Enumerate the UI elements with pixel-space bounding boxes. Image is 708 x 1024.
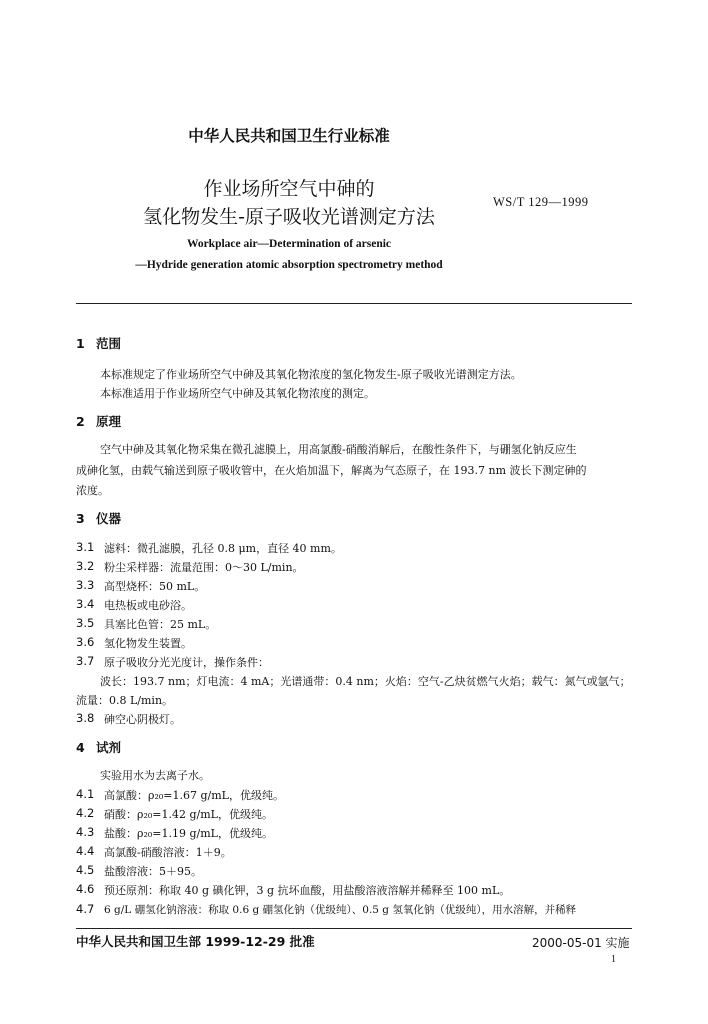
item-text: 砷空心阴极灯。 <box>104 713 181 726</box>
title-line-1: 作业场所空气中砷的 <box>203 178 375 200</box>
operating-conditions-line-2: 流量：0.8 L/min。 <box>76 694 174 707</box>
item-number: 4.4 <box>76 844 95 858</box>
list-item <box>76 844 632 860</box>
item-text: 高型烧杯：50 mL。 <box>104 580 206 593</box>
item-text: 氢化物发生装置。 <box>104 637 192 650</box>
item-number: 4.5 <box>76 863 95 877</box>
english-title-line-2: —Hydride generation atomic absorption spectrometry method <box>135 259 443 271</box>
item-text: 高氯酸-硝酸溶液：1＋9。 <box>104 846 232 859</box>
item-number: 3.7 <box>76 654 95 668</box>
section-number: 1 <box>76 336 85 351</box>
item-text: 高氯酸：ρ₂₀=1.67 g/mL，优级纯。 <box>104 789 284 802</box>
item-number: 3.1 <box>76 540 95 554</box>
operating-conditions-line-1: 波长：193.7 nm；灯电流：4 mA；光谱通带：0.4 nm；火焰：空气-乙炔贫燃气火焰；载气：氮气或氩气； <box>100 675 631 688</box>
section-number: 2 <box>76 414 85 429</box>
list-item <box>76 654 632 670</box>
item-number: 4.6 <box>76 882 95 896</box>
item-text: 原子吸收分光光度计，操作条件： <box>104 656 269 669</box>
section-title: 范围 <box>96 336 122 351</box>
item-text: 硝酸：ρ₂₀=1.42 g/mL，优级纯。 <box>104 808 273 821</box>
section-2-line-3: 浓度。 <box>76 484 109 497</box>
item-number: 3.2 <box>76 559 95 573</box>
list-item <box>76 540 632 556</box>
section-number: 4 <box>76 740 85 755</box>
item-number: 3.3 <box>76 578 95 592</box>
item-number: 4.3 <box>76 825 95 839</box>
item-number: 4.2 <box>76 806 95 820</box>
english-title-line-1: Workplace air—Determination of arsenic <box>186 238 392 250</box>
section-title: 原理 <box>96 414 122 429</box>
list-item <box>76 559 632 575</box>
section-2-line-2: 成砷化氢，由载气输送到原子吸收管中，在火焰加温下，解离为气态原子，在 193.7 nm 波长下测定砷的 <box>76 464 587 477</box>
item-text: 滤料：微孔滤膜，孔径 0.8 μm，直径 40 mm。 <box>104 542 342 555</box>
standard-number: WS/T 129—1999 <box>493 195 589 209</box>
section-title: 仪器 <box>96 511 122 526</box>
item-text: 预还原剂：称取 40 g 碘化钾，3 g 抗坏血酸，用盐酸溶液溶解并稀释至 100 mL。 <box>104 884 511 897</box>
item-text: 电热板或电砂浴。 <box>104 599 192 612</box>
page-number: 1 <box>611 954 616 965</box>
list-item <box>76 882 632 898</box>
item-number: 3.4 <box>76 597 95 611</box>
section-3-heading <box>76 509 121 527</box>
item-number: 4.7 <box>76 902 95 916</box>
item-number: 3.5 <box>76 616 95 630</box>
section-4-heading <box>76 738 121 756</box>
list-item <box>76 902 632 918</box>
implementation-date: 2000-05-01 实施 <box>532 936 630 950</box>
list-item <box>76 863 632 879</box>
footer-divider <box>76 928 632 929</box>
list-item <box>76 597 632 613</box>
list-item <box>76 825 632 841</box>
section-1-heading <box>76 334 121 352</box>
list-item <box>76 578 632 594</box>
section-4-intro: 实验用水为去离子水。 <box>100 769 210 782</box>
section-1-paragraph-1: 本标准规定了作业场所空气中砷及其氧化物浓度的氢化物发生-原子吸收光谱测定方法。 <box>100 368 522 381</box>
item-number: 4.1 <box>76 787 95 801</box>
list-item <box>76 787 632 803</box>
item-number: 3.8 <box>76 711 95 725</box>
approval-statement: 中华人民共和国卫生部 1999-12-29 批准 <box>76 934 315 949</box>
item-text: 粉尘采样器：流量范围：0～30 L/min。 <box>104 561 304 574</box>
header-divider <box>76 303 632 304</box>
section-1-paragraph-2: 本标准适用于作业场所空气中砷及其氧化物浓度的测定。 <box>100 387 375 400</box>
list-item <box>76 616 632 632</box>
list-item <box>76 635 632 651</box>
section-number: 3 <box>76 511 85 526</box>
title-line-2: 氢化物发生-原子吸收光谱测定方法 <box>143 206 435 228</box>
item-number: 3.6 <box>76 635 95 649</box>
section-2-heading <box>76 412 121 430</box>
issuer-heading: 中华人民共和国卫生行业标准 <box>188 127 390 145</box>
item-text: 6 g/L 硼氢化钠溶液：称取 0.6 g 硼氢化钠（优级纯）、0.5 g 氢氧化钠（优级纯），用水溶解，并稀释 <box>104 904 577 916</box>
item-text: 具塞比色管：25 mL。 <box>104 618 217 631</box>
item-text: 盐酸溶液：5＋95。 <box>104 865 202 878</box>
item-text: 盐酸：ρ₂₀=1.19 g/mL，优级纯。 <box>104 827 273 840</box>
section-title: 试剂 <box>96 740 122 755</box>
list-item <box>76 806 632 822</box>
section-2-line-1: 空气中砷及其氧化物采集在微孔滤膜上，用高氯酸-硝酸消解后，在酸性条件下，与硼氢化钠反应生 <box>100 443 577 456</box>
list-item <box>76 711 632 727</box>
